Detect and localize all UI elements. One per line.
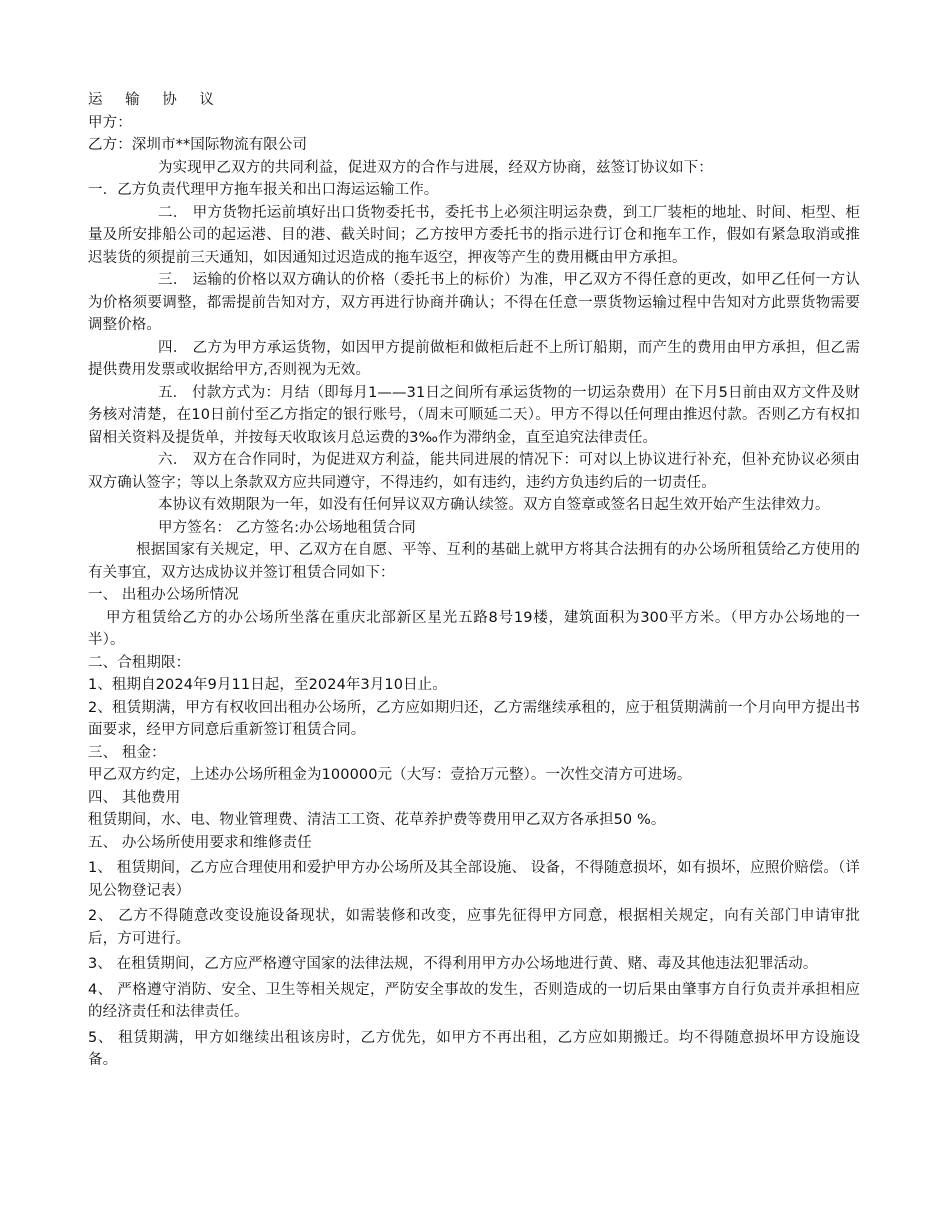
section-5-item-4: 4、 严格遵守消防、安全、卫生等相关规定，严防安全事故的发生，否则造成的一切后果由肇事方自行负责并承担相应的经济责任和法律责任。 <box>88 981 860 1020</box>
section-1-body: 甲方租赁给乙方的办公场所坐落在重庆北部新区星光五路8号19楼，建筑面积为300平方米。（甲方办公场地的一半）。 <box>88 609 860 648</box>
section-3-body: 甲乙双方约定，上述办公场所租金为100000元（大写：壹拾万元整）。一次性交清方可进场。 <box>88 767 692 783</box>
clause-1: 一．乙方负责代理甲方拖车报关和出口海运运输工作。 <box>88 182 439 198</box>
clause-6: 六． 双方在合作同时，为促进双方利益，能共同进展的情况下：可对以上协议进行补充，但补充协议必须由双方确认签字；等以上条款双方应共同遵守，不得违约，如有违约，违约方负违约后的一切责任。 <box>88 452 860 491</box>
section-5-item-3: 3、 在租赁期间，乙方应严格遵守国家的法律法规，不得利用甲方办公场地进行黄、赌、毒及其他违法犯罪活动。 <box>88 956 818 972</box>
section-5-heading: 五、 办公场所使用要求和维修责任 <box>88 834 312 851</box>
lease-intro: 根据国家有关规定，甲、乙双方在自愿、平等、互利的基础上就甲方将其合法拥有的办公场所租赁给乙方使用的有关事宜，双方达成协议并签订租赁合同如下： <box>88 542 860 581</box>
section-3-heading: 三、 租金： <box>88 744 166 761</box>
section-4-body: 租赁期间，水、电、物业管理费、清洁工工资、花草养护费等费用甲乙双方各承担50 %。 <box>88 812 666 828</box>
validity-clause: 本协议有效期限为一年，如没有任何异议双方确认续签。双方自签章或签名日起生效开始产生法律效力。 <box>158 497 830 513</box>
clause-2: 二． 甲方货物托运前填好出口货物委托书，委托书上必须注明运杂费，到工厂装柜的地址、时间、柜型、柜量及所安排船公司的起运港、目的港、截关时间；乙方按甲方委托书的指示进行订仓和拖车工作，假如有紧急取消或推迟装货的须提前三天通知，如因通知过迟造成的拖车返空，押夜等产生的费用概由甲方承担。 <box>88 204 860 266</box>
agreement-intro: 为实现甲乙双方的共同利益，促进双方的合作与进展，经双方协商，兹签订协议如下： <box>158 159 713 176</box>
section-1-heading: 一、 出租办公场所情况 <box>88 587 239 603</box>
document-body <box>88 89 860 1072</box>
clause-4: 四． 乙方为甲方承运货物，如因甲方提前做柜和做柜后赶不上所订船期，而产生的费用由甲方承担，但乙需提供费用发票或收据给甲方,否则视为无效。 <box>88 339 860 378</box>
section-5-item-2: 2、 乙方不得随意改变设施设备现状，如需装修和改变，应事先征得甲方同意，根据相关规定，向有关部门申请审批后，方可进行。 <box>88 908 860 947</box>
clause-5: 五． 付款方式为：月结（即每月1——31日之间所有承运货物的一切运杂费用）在下月5日前由双方文件及财务核对清楚，在10日前付至乙方指定的银行账号，（周末可顺延二天）。甲方不得以任何理由推迟付款。否则乙方有权扣留相关资料及提货单，并按每天收取该月总运费的3‰作为滞纳金，直至追究法律责任。 <box>88 384 860 446</box>
section-2-heading: 二、合租期限： <box>88 654 191 671</box>
section-2-item-2: 2、租赁期满，甲方有权收回出租办公场所，乙方应如期归还，乙方需继续承租的，应于租赁期满前一个月向甲方提出书面要求，经甲方同意后重新签订租赁合同。 <box>88 699 860 738</box>
section-5-item-1: 1、 租赁期间，乙方应合理使用和爱护甲方办公场所及其全部设施、 设备，不得随意损坏，如有损坏，应照价赔偿。（详见公物登记表） <box>88 860 860 899</box>
signature-line: 甲方签名： 乙方签名:办公场地租赁合同 <box>158 519 416 536</box>
document-title: 运 输 协 议 <box>88 92 223 108</box>
clause-3: 三． 运输的价格以双方确认的价格（委托书上的标价）为准，甲乙双方不得任意的更改，如甲乙任何一方认为价格须要调整，都需提前告知对方，双方再进行协商并确认；不得在任意一票货物运输过程中告知对方此票货物需要调整价格。 <box>88 272 860 333</box>
party-a-line: 甲方： <box>88 114 132 131</box>
section-4-heading: 四、 其他费用 <box>88 789 181 806</box>
party-b-line: 乙方：深圳市**国际物流有限公司 <box>88 137 308 153</box>
section-2-item-1: 1、租期自2024年9月11日起，至2024年3月10日止。 <box>88 677 447 693</box>
section-5-item-5: 5、 租赁期满，甲方如继续出租该房时，乙方优先，如甲方不再出租，乙方应如期搬迁。均不得随意损坏甲方设施设备。 <box>88 1029 860 1068</box>
